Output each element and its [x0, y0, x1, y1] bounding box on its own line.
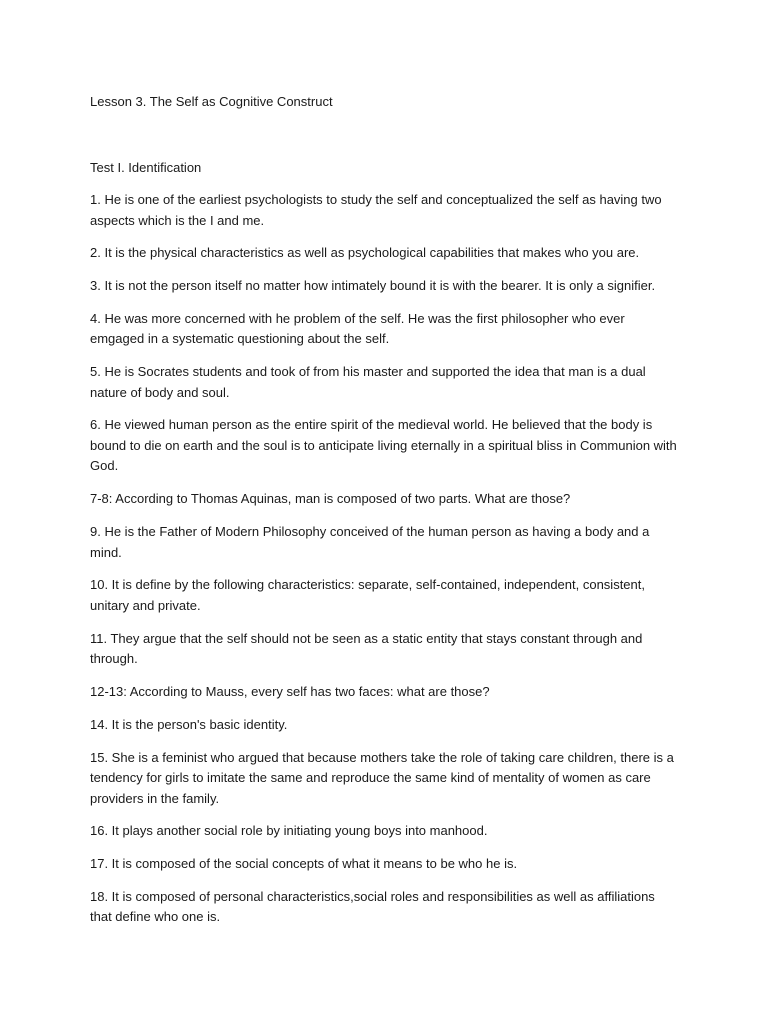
question-item: 7-8: According to Thomas Aquinas, man is composed of two parts. What are those?: [90, 491, 571, 507]
question-item: 17. It is composed of the social concepts of what it means to be who he is.: [90, 856, 518, 872]
test-heading: Test I. Identification: [90, 160, 202, 175]
question-item: 5. He is Socrates students and took of from his master and supported the idea that man is a dual nature of body and soul.: [90, 364, 646, 400]
question-item: 14. It is the person's basic identity.: [90, 716, 288, 732]
question-item: 4. He was more concerned with he problem of the self. He was the first philosopher who ever emgaged in a systematic questioning about the self.: [90, 310, 625, 347]
question-item: 2. It is the physical characteristics as well as psychological capabilities that makes who you are.: [90, 245, 640, 261]
question-item: 15. She is a feminist who argued that because mothers take the role of taking care children, there is a tendency for girls to imitate the same and reproduce the same kind of mentality of women as care providers in the family.: [90, 749, 674, 806]
question-item: 6. He viewed human person as the entire spirit of the medieval world. He believed that the body is bound to die on earth and the soul is to anticipate living eternally in a spiritual bliss in Communion with God.: [90, 417, 677, 474]
question-item: 18. It is composed of personal characteristics,social roles and responsibilities as well as affiliations that define who one is.: [90, 888, 655, 925]
question-list: [90, 190, 680, 928]
question-item: 11. They argue that the self should not be seen as a static entity that stays constant through and through.: [90, 630, 643, 667]
lesson-title: Lesson 3. The Self as Cognitive Construct: [90, 94, 333, 109]
question-item: 10. It is define by the following characteristics: separate, self-contained, independent, consistent, unitary and private.: [90, 577, 645, 613]
question-item: 9. He is the Father of Modern Philosophy conceived of the human person as having a body and a mind.: [90, 524, 650, 560]
question-item: 1. He is one of the earliest psychologists to study the self and conceptualized the self as having two aspects which is the I and me.: [90, 192, 662, 228]
question-item: 3. It is not the person itself no matter how intimately bound it is with the bearer. It is only a signifier.: [90, 278, 656, 294]
question-item: 12-13: According to Mauss, every self has two faces: what are those?: [90, 683, 490, 699]
document-page: [90, 92, 680, 940]
question-item: 16. It plays another social role by initiating young boys into manhood.: [90, 823, 488, 839]
